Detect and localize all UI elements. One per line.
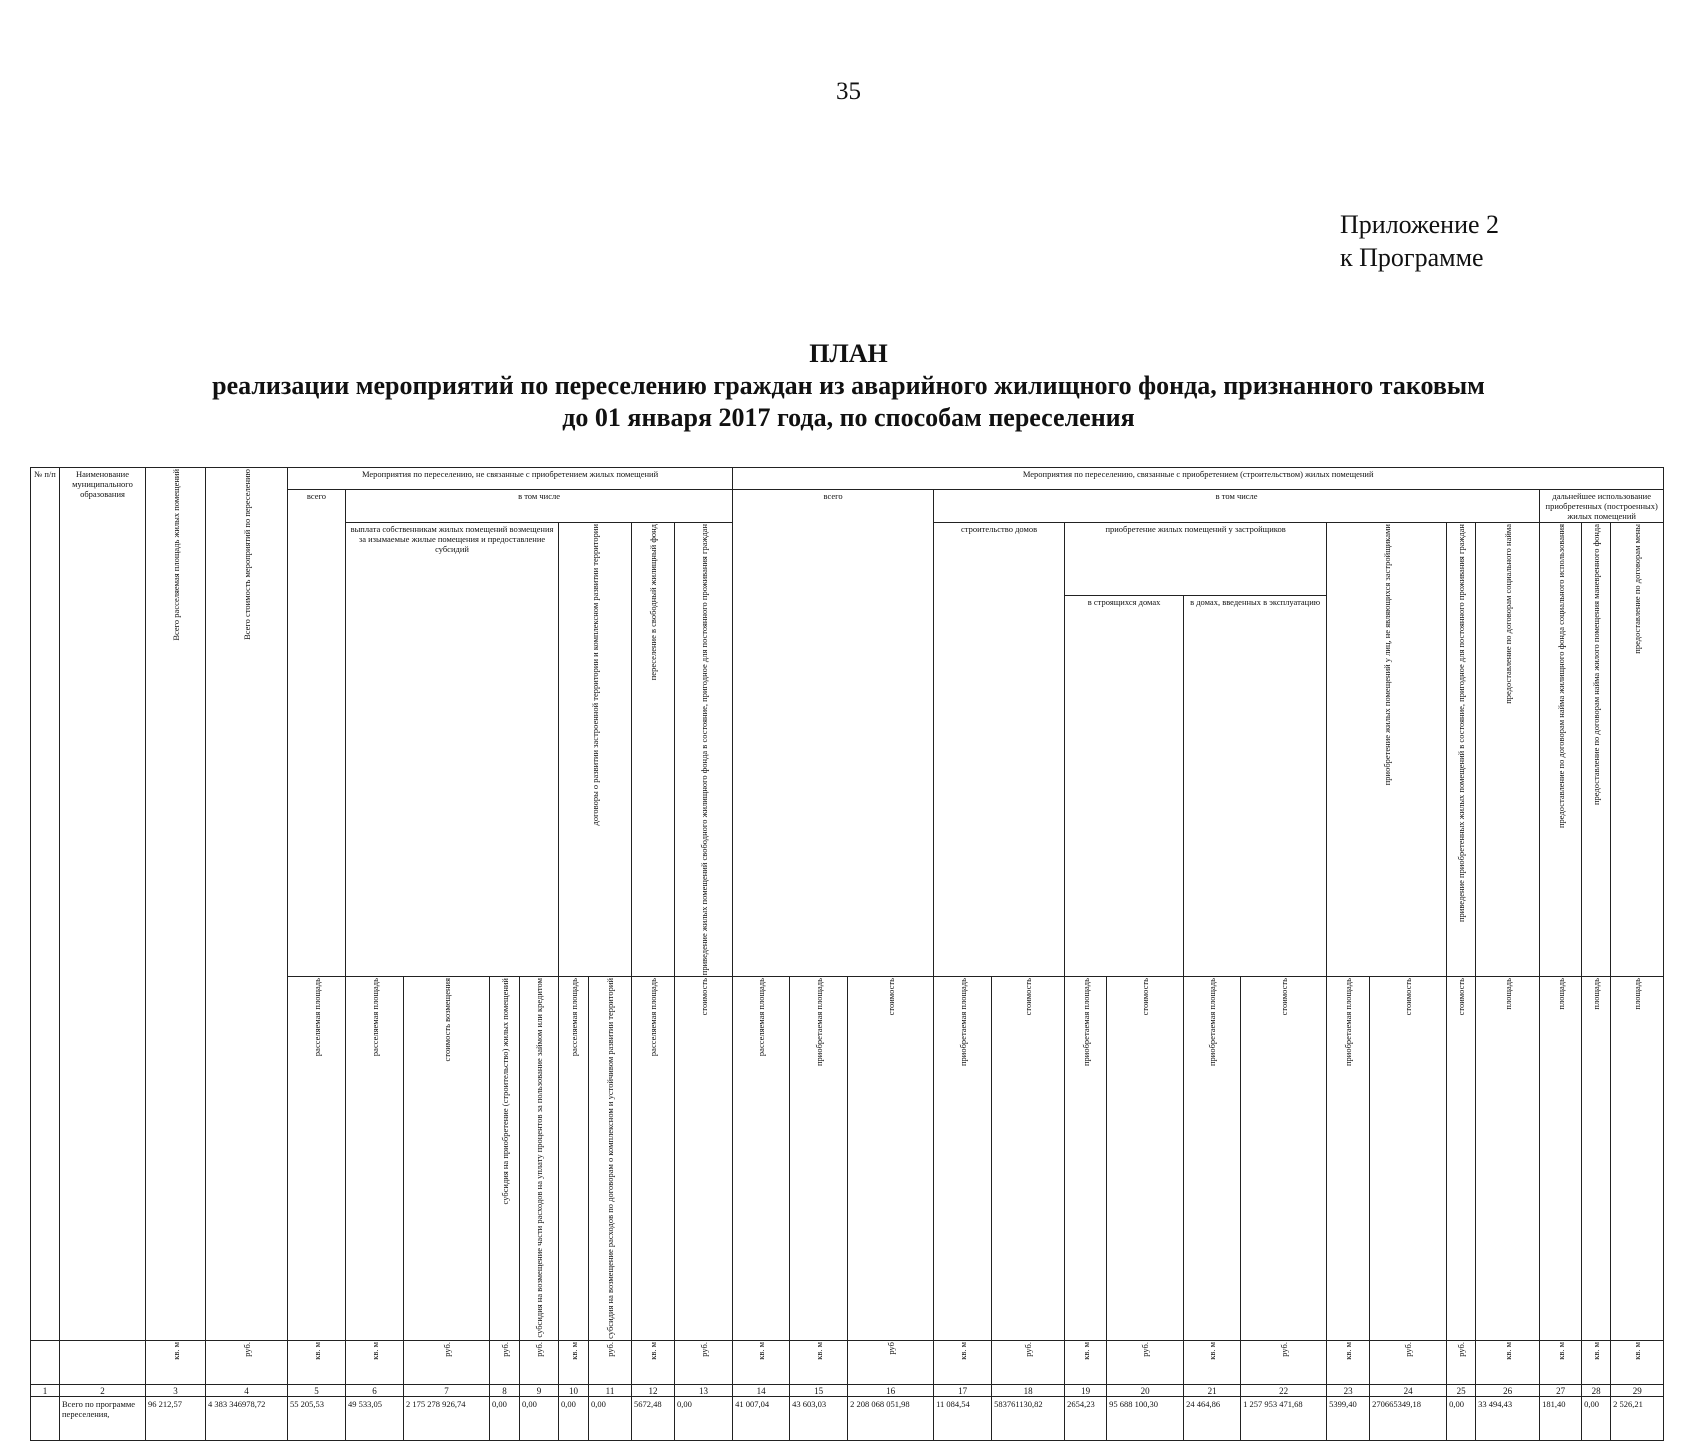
col-number: 7 (404, 1385, 490, 1397)
unit-col-23: кв. м (1327, 1341, 1370, 1385)
col-number: 25 (1447, 1385, 1476, 1397)
col-number: 2 (60, 1385, 146, 1397)
unit-col-12: кв. м (632, 1341, 675, 1385)
col-number: 23 (1327, 1385, 1370, 1397)
page-number: 35 (836, 78, 861, 105)
data-cell: 0,00 (520, 1397, 559, 1441)
header-vsego-2: всего (733, 490, 934, 977)
data-cell: 0,00 (675, 1397, 733, 1441)
caption-col-6: расселяемая площадь (346, 977, 404, 1341)
data-cell: 41 007,04 (733, 1397, 790, 1441)
caption-col-16: стоимость (848, 977, 934, 1341)
caption-col-24: стоимость (1370, 977, 1447, 1341)
caption-col-5: расселяемая площадь (288, 977, 346, 1341)
caption-col-28: площадь (1582, 977, 1611, 1341)
data-cell: 2 208 068 051,98 (848, 1397, 934, 1441)
caption-col-20: стоимость (1107, 977, 1184, 1341)
col-number: 18 (992, 1385, 1065, 1397)
caption-col-10: расселяемая площадь (559, 977, 589, 1341)
caption-col-25: стоимость (1447, 977, 1476, 1341)
data-cell: 4 383 346978,72 (206, 1397, 288, 1441)
col-number: 26 (1476, 1385, 1540, 1397)
unit-col-8: руб. (490, 1341, 520, 1385)
header-d-sots-naym: предоставление по договорам социального найма (1476, 523, 1540, 977)
data-cell: 55 205,53 (288, 1397, 346, 1441)
col-number: 5 (288, 1385, 346, 1397)
header-stroitelstvo: строительство домов (934, 523, 1065, 977)
data-cell: 33 494,43 (1476, 1397, 1540, 1441)
unit-col-18: руб. (992, 1341, 1065, 1385)
header-vsego-1: всего (288, 490, 346, 977)
unit-col-16: руб (848, 1341, 934, 1385)
col-number: 9 (520, 1385, 559, 1397)
header-v-vvedennykh: в домах, введенных в эксплуатацию (1184, 595, 1327, 976)
col-number: 28 (1582, 1385, 1611, 1397)
data-cell: 0,00 (490, 1397, 520, 1441)
header-name: Наименование муниципального образования (60, 468, 146, 1341)
data-cell: 0,00 (589, 1397, 632, 1441)
unit-col-14: кв. м (733, 1341, 790, 1385)
group-not-related: Мероприятия по переселению, не связанные с приобретением жилых помещений (288, 468, 733, 490)
unit-col-1 (31, 1341, 60, 1385)
caption-col-12: расселяемая площадь (632, 977, 675, 1341)
data-cell: 583761130,82 (992, 1397, 1065, 1441)
header-privedenie-priobretennykh: приведение приобретенных жилых помещений в состояние, пригодное для постоянного проживания граждан (1447, 523, 1476, 977)
unit-col-25: руб. (1447, 1341, 1476, 1385)
col-number: 15 (790, 1385, 848, 1397)
caption-col-27: площадь (1540, 977, 1582, 1341)
caption-col-7: стоимость возмещения (404, 977, 490, 1341)
title-line-1: ПЛАН (809, 339, 888, 368)
header-d-meny: предоставление по договорам мены (1611, 523, 1664, 977)
col-number: 10 (559, 1385, 589, 1397)
unit-col-7: руб. (404, 1341, 490, 1385)
unit-col-13: руб. (675, 1341, 733, 1385)
unit-col-2 (60, 1341, 146, 1385)
caption-col-29: площадь (1611, 977, 1664, 1341)
caption-col-19: приобретаемая площадь (1065, 977, 1107, 1341)
data-cell: 96 212,57 (146, 1397, 206, 1441)
col-number: 8 (490, 1385, 520, 1397)
unit-col-4: руб. (206, 1341, 288, 1385)
header-total-area: Всего расселяемая площадь жилых помещений (146, 468, 206, 1341)
unit-col-15: кв. м (790, 1341, 848, 1385)
col-number: 6 (346, 1385, 404, 1397)
header-dogovory-razvitie: договоры о развитии застроенной территории и комплексном развитии территории (559, 523, 632, 977)
caption-col-18: стоимость (992, 977, 1065, 1341)
data-cell: 49 533,05 (346, 1397, 404, 1441)
header-dalneyshee: дальнейшее использование приобретенных (построенных) жилых помещений (1540, 490, 1664, 523)
appendix-line-2: к Программе (1340, 243, 1484, 272)
col-number: 20 (1107, 1385, 1184, 1397)
data-cell: 2654,23 (1065, 1397, 1107, 1441)
unit-col-19: кв. м (1065, 1341, 1107, 1385)
data-cell: 0,00 (1447, 1397, 1476, 1441)
unit-col-17: кв. м (934, 1341, 992, 1385)
header-privedenie-svobodnogo: приведение жилых помещений свободного жилищного фонда в состояние, пригодное для постоянного проживания граждан (675, 523, 733, 977)
unit-col-20: руб. (1107, 1341, 1184, 1385)
col-number: 19 (1065, 1385, 1107, 1397)
header-v-stroyashchikhsya: в строящихся домах (1065, 595, 1184, 976)
caption-col-15: приобретаемая площадь (790, 977, 848, 1341)
col-number: 27 (1540, 1385, 1582, 1397)
header-d-naym-manevr: предоставление по договорам найма жилого помещения маневренного фонда (1582, 523, 1611, 977)
data-cell: 5672,48 (632, 1397, 675, 1441)
title-line-2: реализации мероприятий по переселению граждан из аварийного жилищного фонда, признанного таковым (212, 371, 1485, 400)
caption-col-9: субсидия на возмещение части расходов на уплату процентов за пользование займом или кредитом (520, 977, 559, 1341)
data-cell: 95 688 100,30 (1107, 1397, 1184, 1441)
unit-col-26: кв. м (1476, 1341, 1540, 1385)
unit-col-9: руб. (520, 1341, 559, 1385)
unit-col-5: кв. м (288, 1341, 346, 1385)
col-number: 1 (31, 1385, 60, 1397)
data-cell: 5399,40 (1327, 1397, 1370, 1441)
data-cell: 1 257 953 471,68 (1241, 1397, 1327, 1441)
unit-col-10: кв. м (559, 1341, 589, 1385)
header-payment-owners: выплата собственникам жилых помещений возмещения за изымаемые жилые помещения и предоставление субсидий (346, 523, 559, 977)
col-number: 24 (1370, 1385, 1447, 1397)
col-number: 16 (848, 1385, 934, 1397)
unit-col-22: руб. (1241, 1341, 1327, 1385)
data-cell: 24 464,86 (1184, 1397, 1241, 1441)
unit-col-3: кв. м (146, 1341, 206, 1385)
header-priobretenie-zastr: приобретение жилых помещений у застройщиков (1065, 523, 1327, 596)
caption-col-26: площадь (1476, 977, 1540, 1341)
col-number: 4 (206, 1385, 288, 1397)
caption-col-14: расселяемая площадь (733, 977, 790, 1341)
group-related: Мероприятия по переселению, связанные с приобретением (строительством) жилых помещений (733, 468, 1664, 490)
caption-col-8: субсидия на приобретение (строительство) жилых помещений (490, 977, 520, 1341)
caption-col-21: приобретаемая площадь (1184, 977, 1241, 1341)
col-number: 21 (1184, 1385, 1241, 1397)
data-cell-name: Всего по программе переселения, (60, 1397, 146, 1441)
col-number: 17 (934, 1385, 992, 1397)
header-pereselenie-svobodny: переселение в свободный жилищный фонд (632, 523, 675, 977)
col-number: 12 (632, 1385, 675, 1397)
col-number: 13 (675, 1385, 733, 1397)
header-num: № п/п (31, 468, 60, 1341)
col-number: 3 (146, 1385, 206, 1397)
data-cell: 11 084,54 (934, 1397, 992, 1441)
unit-col-24: руб. (1370, 1341, 1447, 1385)
unit-col-28: кв. м (1582, 1341, 1611, 1385)
header-total-cost: Всего стоимость мероприятий по переселению (206, 468, 288, 1341)
data-cell: 0,00 (1582, 1397, 1611, 1441)
header-priobretenie-ne-zastr: приобретение жилых помещений у лиц, не являющихся застройщиками (1327, 523, 1447, 977)
caption-col-13: стоимость (675, 977, 733, 1341)
table-row (31, 1397, 1664, 1441)
title-line-3: до 01 января 2017 года, по способам переселения (562, 403, 1135, 432)
data-cell-num (31, 1397, 60, 1441)
data-cell: 0,00 (559, 1397, 589, 1441)
caption-col-22: стоимость (1241, 977, 1327, 1341)
col-number: 11 (589, 1385, 632, 1397)
data-cell: 43 603,03 (790, 1397, 848, 1441)
unit-col-27: кв. м (1540, 1341, 1582, 1385)
data-cell: 270665349,18 (1370, 1397, 1447, 1441)
col-number: 14 (733, 1385, 790, 1397)
data-cell: 2 526,21 (1611, 1397, 1664, 1441)
unit-col-29: кв. м (1611, 1341, 1664, 1385)
plan-table (30, 467, 1664, 1441)
data-cell: 2 175 278 926,74 (404, 1397, 490, 1441)
header-d-naym-sots-isp: предоставление по договорам найма жилищного фонда социального использования (1540, 523, 1582, 977)
unit-col-6: кв. м (346, 1341, 404, 1385)
appendix-label (1340, 208, 1499, 274)
col-number: 22 (1241, 1385, 1327, 1397)
col-number: 29 (1611, 1385, 1664, 1397)
caption-col-11: субсидия на возмещение расходов по договорам о комплексном и устойчивом развитии территорий (589, 977, 632, 1341)
data-cell: 181,40 (1540, 1397, 1582, 1441)
unit-col-21: кв. м (1184, 1341, 1241, 1385)
appendix-line-1: Приложение 2 (1340, 210, 1500, 239)
header-v-tom-chisle-1: в том числе (346, 490, 733, 523)
document-title (0, 338, 1697, 434)
header-v-tom-chisle-2: в том числе (934, 490, 1540, 523)
unit-col-11: руб. (589, 1341, 632, 1385)
caption-col-23: приобретаемая площадь (1327, 977, 1370, 1341)
caption-col-17: приобретаемая площадь (934, 977, 992, 1341)
